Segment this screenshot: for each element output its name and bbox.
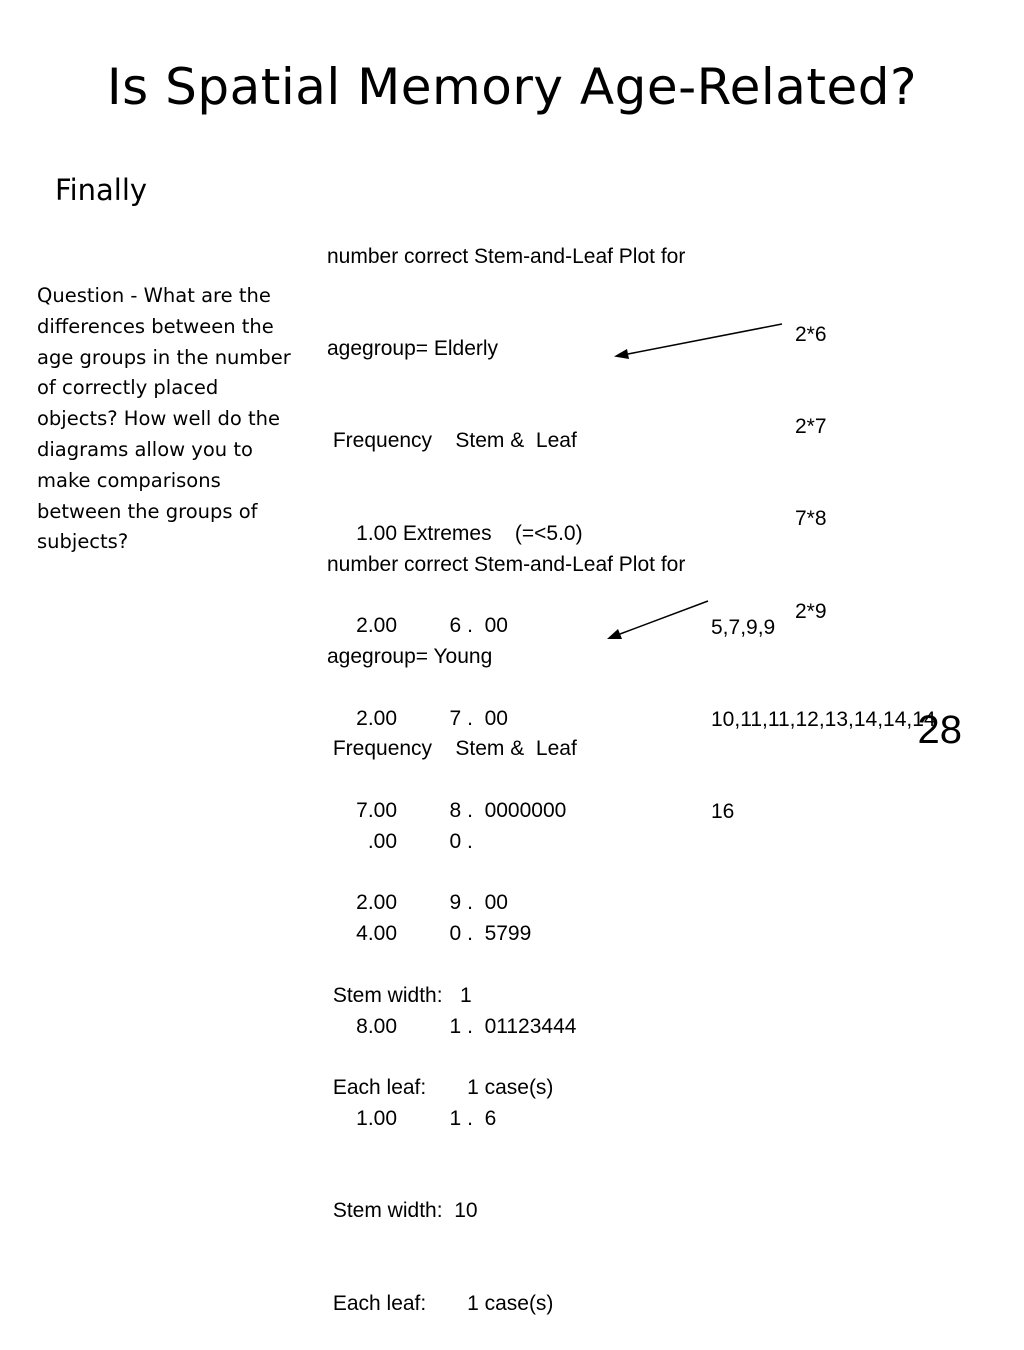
question-text: Question - What are the differences between the age groups in the number of correctly placed objects? How well do the diagrams allow you to make comparisons between the groups of subjects? xyxy=(37,284,291,554)
annotation-line: 2*9 xyxy=(795,599,827,623)
arrow-left-icon xyxy=(614,324,782,359)
page-number: 28 xyxy=(917,708,962,752)
plot-line: agegroup= Young xyxy=(327,644,493,668)
plot-line: 8.00 1 . 01123444 xyxy=(327,1014,577,1038)
plot-line: Frequency Stem & Leaf xyxy=(327,429,577,453)
plot-line: number correct Stem-and-Leaf Plot for xyxy=(327,552,686,576)
plot-line: Each leaf: 1 case(s) xyxy=(327,1076,554,1100)
plot-line: 7.00 8 . 0000000 xyxy=(327,798,567,822)
plot-line: 2.00 6 . 00 xyxy=(327,614,508,638)
plot-line: 2.00 9 . 00 xyxy=(327,891,508,915)
plot-line: Each leaf: 1 case(s) xyxy=(327,1291,554,1315)
annotation-line: 2*7 xyxy=(795,414,827,438)
plot-line: Stem width: 1 xyxy=(327,983,472,1007)
plot-line: 1.00 Extremes (=<5.0) xyxy=(327,521,583,545)
annotation-line: 16 xyxy=(711,800,735,824)
annotation-line: 7*8 xyxy=(795,507,827,531)
plot-line: .00 0 . xyxy=(327,829,473,853)
arrow-left-icon xyxy=(607,601,708,639)
subheading-finally: Finally xyxy=(55,173,148,207)
plot-line: number correct Stem-and-Leaf Plot for xyxy=(327,244,686,268)
plot-line: Stem width: 10 xyxy=(327,1199,478,1223)
plot-line: Frequency Stem & Leaf xyxy=(327,737,577,761)
plot-line: 1.00 1 . 6 xyxy=(327,1106,497,1130)
plot-line: 2.00 7 . 00 xyxy=(327,706,508,730)
slide-title: Is Spatial Memory Age-Related? xyxy=(106,58,918,116)
plot-line: agegroup= Elderly xyxy=(327,336,499,360)
annotation-line: 5,7,9,9 xyxy=(711,615,776,639)
annotation-line: 2*6 xyxy=(795,322,827,346)
plot-line: 4.00 0 . 5799 xyxy=(327,922,532,946)
annotation-line: 10,11,11,12,13,14,14,14 xyxy=(711,707,936,731)
